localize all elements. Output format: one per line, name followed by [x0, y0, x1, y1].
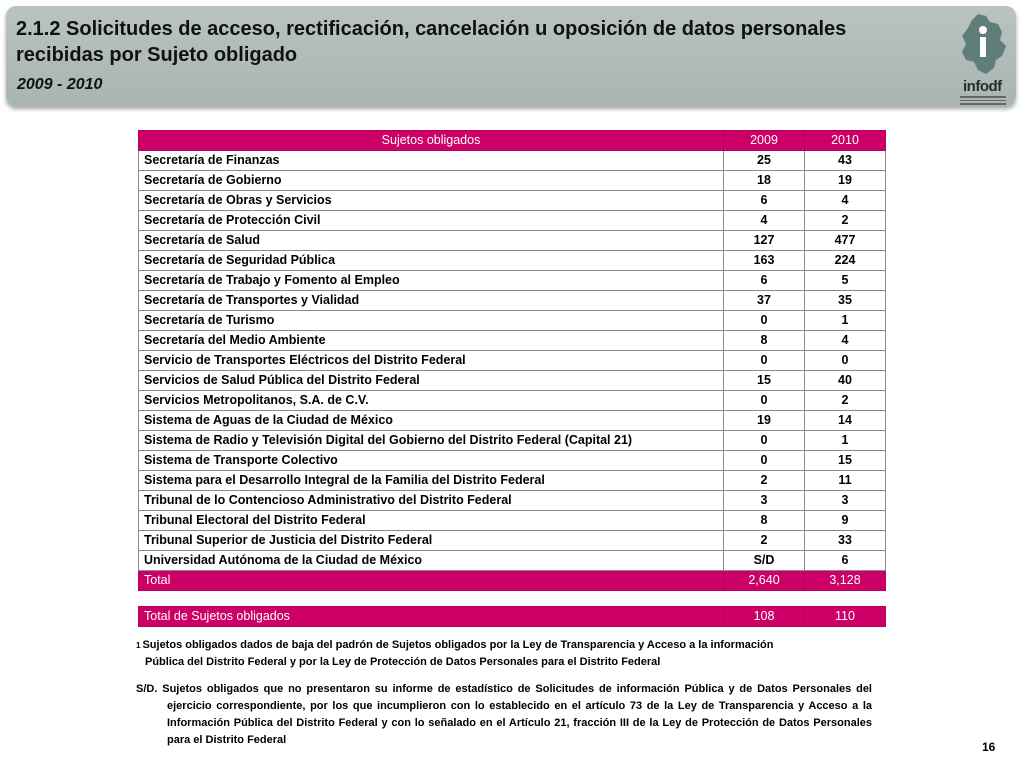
- table-row: [139, 291, 886, 311]
- table-row: [139, 531, 886, 551]
- cell-2009: 2: [724, 531, 805, 551]
- cell-2009: S/D: [724, 551, 805, 571]
- cell-2010: 2: [805, 391, 886, 411]
- cell-sujeto: Secretaría de Finanzas: [139, 151, 724, 171]
- requests-table: [138, 130, 886, 591]
- cell-sujeto: Tribunal Superior de Justicia del Distrito Federal: [139, 531, 724, 551]
- table-row: [139, 191, 886, 211]
- footnote-1-marker: 1: [136, 641, 141, 650]
- cell-2010: 4: [805, 191, 886, 211]
- page-number: 16: [982, 740, 996, 754]
- cell-sujeto: Tribunal Electoral del Distrito Federal: [139, 511, 724, 531]
- cell-2010: 477: [805, 231, 886, 251]
- page-title: 2.1.2 Solicitudes de acceso, rectificación, cancelación u oposición de datos personales recibidas por Sujeto obligado: [16, 18, 847, 66]
- table-row: [139, 311, 886, 331]
- table-row: [139, 491, 886, 511]
- cell-2010: 1: [805, 311, 886, 331]
- cell-2010: 5: [805, 271, 886, 291]
- cell-sujeto: Servicio de Transportes Eléctricos del Distrito Federal: [139, 351, 724, 371]
- cell-sujeto: Servicios de Salud Pública del Distrito Federal: [139, 371, 724, 391]
- table-row: [139, 391, 886, 411]
- table-row: [139, 171, 886, 191]
- cell-2010: 0: [805, 351, 886, 371]
- column-header-sujetos: Sujetos obligados: [139, 131, 724, 151]
- column-header-2009: 2009: [724, 131, 805, 151]
- page-subtitle: 2009 - 2010: [17, 76, 103, 93]
- map-icon: [950, 12, 1014, 76]
- cell-2010: 19: [805, 171, 886, 191]
- cell-2010: 3: [805, 491, 886, 511]
- table-row: [139, 211, 886, 231]
- table-row: [139, 551, 886, 571]
- cell-2010: 1: [805, 431, 886, 451]
- cell-sujeto: Secretaría de Transportes y Vialidad: [139, 291, 724, 311]
- cell-2009: 0: [724, 391, 805, 411]
- table-row: [139, 251, 886, 271]
- cell-2009: 2: [724, 471, 805, 491]
- footnote-sd: S/D. Sujetos obligados que no presentaron su informe de estadístico de Solicitudes de información Pública y de Datos Personales del ejercicio correspondiente, por los que incumplieron con lo establecido en el artículo 73 de la Ley de Transparencia y Acceso a la Información Pública del Distrito Federal y con lo señalado en el Artículo 21, fracción III de la Ley de Protección de Datos Personales para el Distrito Federal: [136, 683, 872, 746]
- cell-2009: 6: [724, 191, 805, 211]
- cell-2009: 0: [724, 351, 805, 371]
- total-label: Total: [139, 571, 724, 591]
- cell-sujeto: Secretaría del Medio Ambiente: [139, 331, 724, 351]
- total-sujetos-table: [138, 606, 886, 627]
- footnote-1: [136, 637, 872, 671]
- cell-2009: 6: [724, 271, 805, 291]
- total-2009: 2,640: [724, 571, 805, 591]
- table-total-row: [139, 571, 886, 591]
- cell-sujeto: Sistema de Aguas de la Ciudad de México: [139, 411, 724, 431]
- cell-2010: 15: [805, 451, 886, 471]
- table-row: [139, 511, 886, 531]
- cell-sujeto: Sistema para el Desarrollo Integral de la Familia del Distrito Federal: [139, 471, 724, 491]
- logo-caption-lines: [960, 96, 1006, 107]
- cell-2010: 2: [805, 211, 886, 231]
- cell-2010: 11: [805, 471, 886, 491]
- cell-2010: 33: [805, 531, 886, 551]
- cell-sujeto: Universidad Autónoma de la Ciudad de México: [139, 551, 724, 571]
- title-banner: [6, 6, 1016, 106]
- cell-2010: 9: [805, 511, 886, 531]
- cell-2009: 18: [724, 171, 805, 191]
- cell-sujeto: Servicios Metropolitanos, S.A. de C.V.: [139, 391, 724, 411]
- cell-2010: 6: [805, 551, 886, 571]
- cell-2009: 37: [724, 291, 805, 311]
- cell-2009: 4: [724, 211, 805, 231]
- cell-2009: 15: [724, 371, 805, 391]
- cell-sujeto: Sistema de Radio y Televisión Digital del Gobierno del Distrito Federal (Capital 21): [139, 431, 724, 451]
- cell-sujeto: Secretaría de Seguridad Pública: [139, 251, 724, 271]
- total-sujetos-row: [139, 607, 886, 627]
- table-row: [139, 471, 886, 491]
- table-row: [139, 451, 886, 471]
- cell-sujeto: Tribunal de lo Contencioso Administrativo del Distrito Federal: [139, 491, 724, 511]
- cell-2009: 8: [724, 511, 805, 531]
- table-row: [139, 351, 886, 371]
- logo-wordmark: infodf: [963, 78, 1002, 95]
- cell-sujeto: Sistema de Transporte Colectivo: [139, 451, 724, 471]
- cell-2010: 4: [805, 331, 886, 351]
- table-header-row: [139, 131, 886, 151]
- cell-2009: 127: [724, 231, 805, 251]
- table-row: [139, 431, 886, 451]
- table-row: [139, 151, 886, 171]
- table-row: [139, 271, 886, 291]
- cell-sujeto: Secretaría de Obras y Servicios: [139, 191, 724, 211]
- footnote-1-line-1: Sujetos obligados dados de baja del padrón de Sujetos obligados por la Ley de Transparencia y Acceso a la información: [142, 639, 774, 651]
- cell-2009: 19: [724, 411, 805, 431]
- cell-2009: 0: [724, 431, 805, 451]
- total-sujetos-2009: 108: [724, 607, 805, 627]
- cell-sujeto: Secretaría de Salud: [139, 231, 724, 251]
- cell-2009: 163: [724, 251, 805, 271]
- table-row: [139, 411, 886, 431]
- cell-2009: 3: [724, 491, 805, 511]
- cell-sujeto: Secretaría de Gobierno: [139, 171, 724, 191]
- cell-2010: 35: [805, 291, 886, 311]
- cell-2010: 43: [805, 151, 886, 171]
- infodf-logo: [950, 12, 1014, 104]
- cell-2010: 14: [805, 411, 886, 431]
- cell-sujeto: Secretaría de Trabajo y Fomento al Empleo: [139, 271, 724, 291]
- cell-2009: 8: [724, 331, 805, 351]
- table-row: [139, 371, 886, 391]
- cell-2010: 224: [805, 251, 886, 271]
- cell-sujeto: Secretaría de Protección Civil: [139, 211, 724, 231]
- table-row: [139, 231, 886, 251]
- total-sujetos-label: Total de Sujetos obligados: [139, 607, 724, 627]
- cell-2010: 40: [805, 371, 886, 391]
- cell-2009: 25: [724, 151, 805, 171]
- total-sujetos-2010: 110: [805, 607, 886, 627]
- column-header-2010: 2010: [805, 131, 886, 151]
- cell-2009: 0: [724, 451, 805, 471]
- total-2010: 3,128: [805, 571, 886, 591]
- cell-2009: 0: [724, 311, 805, 331]
- footnote-1-line-2: Pública del Distrito Federal y por la Ley de Protección de Datos Personales para el Distrito Federal: [145, 656, 661, 668]
- table-row: [139, 331, 886, 351]
- cell-sujeto: Secretaría de Turismo: [139, 311, 724, 331]
